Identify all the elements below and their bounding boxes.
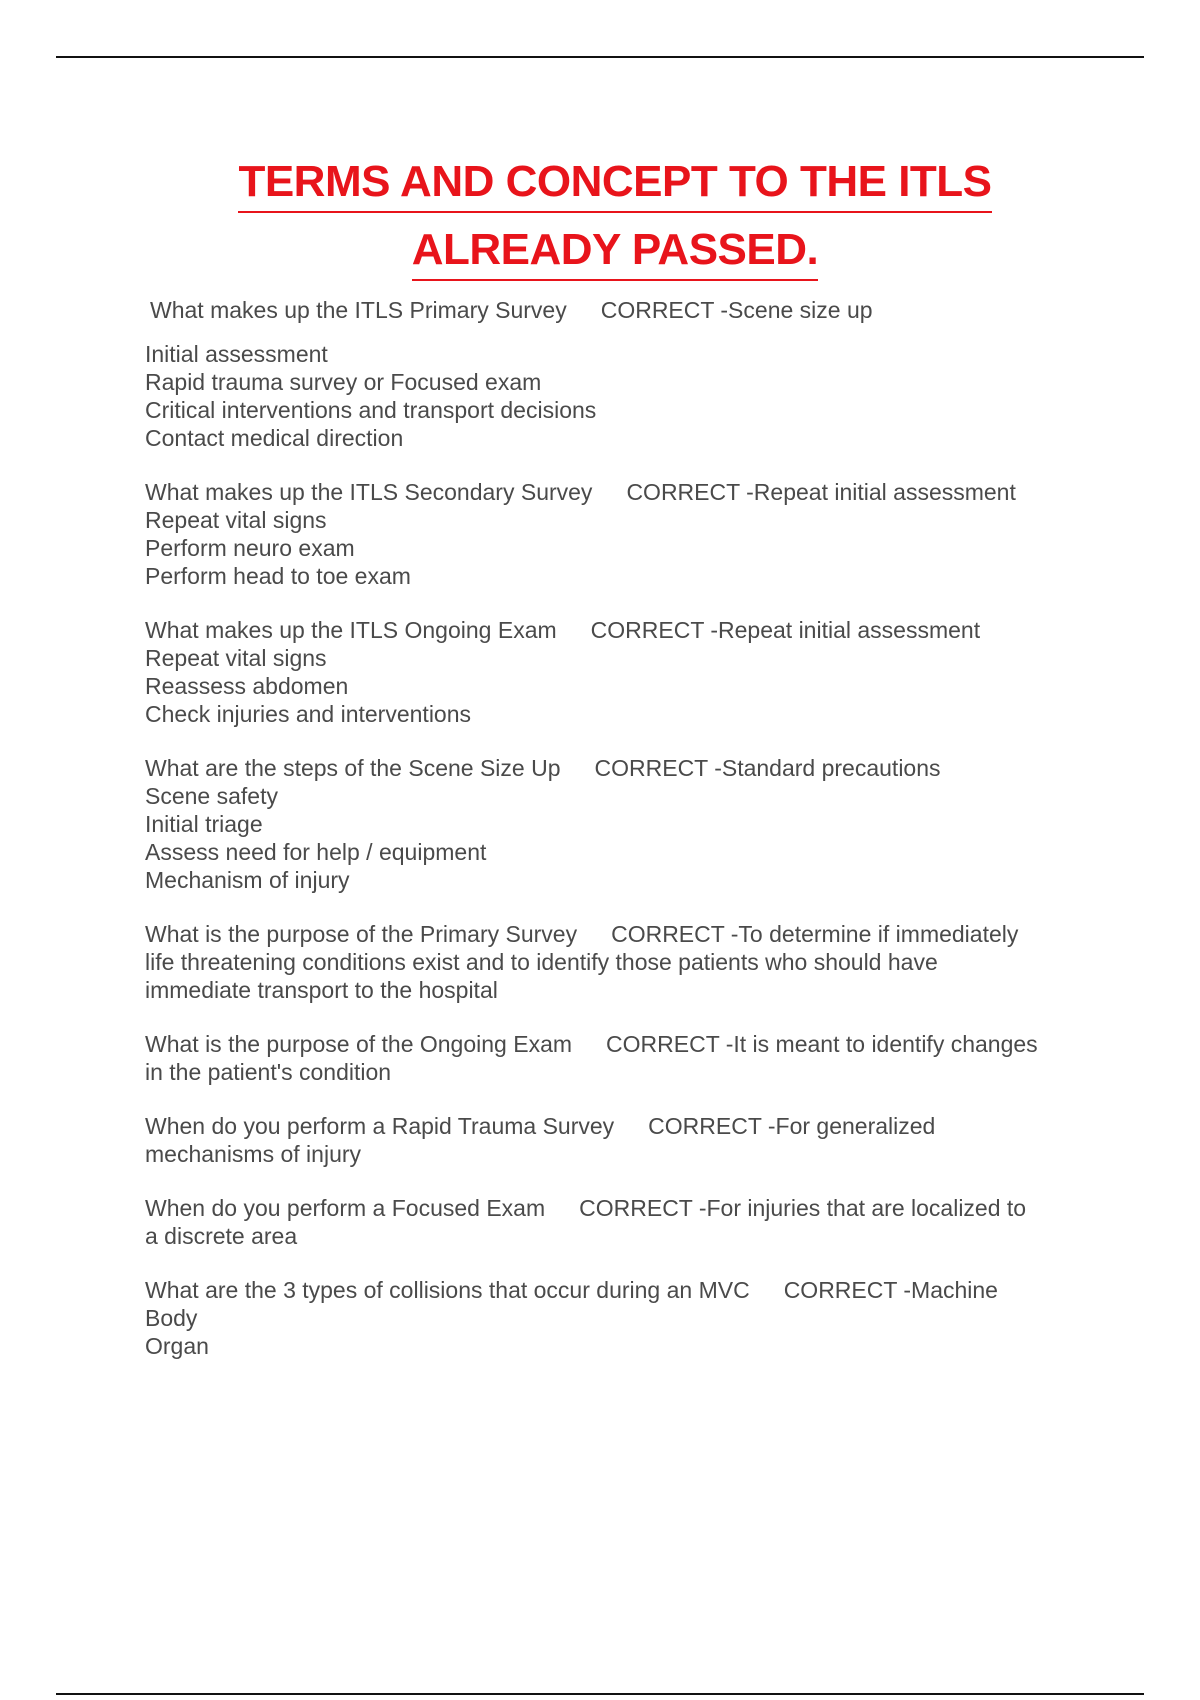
qa-item xyxy=(145,920,1085,1004)
answer-line: Body xyxy=(145,1305,198,1331)
answer-line: Perform head to toe exam xyxy=(145,563,411,589)
answer-line: in the patient's condition xyxy=(145,1059,392,1085)
answer-line: Initial triage xyxy=(145,811,263,837)
qa-item xyxy=(145,1030,1085,1086)
qa-item xyxy=(145,1276,1085,1360)
answer-first-line: CORRECT -Machine xyxy=(783,1277,998,1303)
qa-item xyxy=(145,1194,1085,1250)
question-text: What are the steps of the Scene Size Up xyxy=(145,755,561,781)
question-text: What makes up the ITLS Primary Survey xyxy=(150,297,567,323)
answer-line: life threatening conditions exist and to identify those patients who should have xyxy=(145,949,938,975)
answer-line: Assess need for help / equipment xyxy=(145,839,487,865)
answer-first-line: CORRECT -To determine if immediately xyxy=(611,921,1019,947)
qa-heading-line xyxy=(145,1276,1085,1304)
answer-first-line: CORRECT -Scene size up xyxy=(600,297,873,323)
question-text: What makes up the ITLS Secondary Survey xyxy=(145,479,593,505)
answer-line: Mechanism of injury xyxy=(145,867,350,893)
answer-line: Critical interventions and transport decisions xyxy=(145,397,597,423)
question-text: What is the purpose of the Primary Survey xyxy=(145,921,578,947)
answer-line: Rapid trauma survey or Focused exam xyxy=(145,369,542,395)
qa-item xyxy=(145,754,1085,894)
answer-first-line: CORRECT -For generalized xyxy=(648,1113,936,1139)
answer-line: a discrete area xyxy=(145,1223,298,1249)
title-line-2: ALREADY PASSED. xyxy=(412,221,819,281)
answer-first-line: CORRECT -Repeat initial assessment xyxy=(590,617,981,643)
question-text: When do you perform a Focused Exam xyxy=(145,1195,546,1221)
answer-line: Repeat vital signs xyxy=(145,645,327,671)
answer-first-line: CORRECT -It is meant to identify changes xyxy=(606,1031,1038,1057)
answer-line: Scene safety xyxy=(145,783,278,809)
qa-heading-line xyxy=(145,1112,1085,1140)
answer-line: Contact medical direction xyxy=(145,425,404,451)
qa-heading-line xyxy=(145,616,1085,644)
qa-list xyxy=(145,296,1085,1386)
answer-first-line: CORRECT -Standard precautions xyxy=(594,755,941,781)
answer-line: Initial assessment xyxy=(145,341,328,367)
qa-item xyxy=(145,1112,1085,1168)
answer-line: immediate transport to the hospital xyxy=(145,977,498,1003)
qa-heading-line xyxy=(145,296,1085,324)
answer-line: mechanisms of injury xyxy=(145,1141,362,1167)
header-rule xyxy=(56,56,1144,58)
qa-heading-line xyxy=(145,920,1085,948)
answer-first-line: CORRECT -For injuries that are localized to xyxy=(579,1195,1027,1221)
page-title xyxy=(0,148,1200,284)
answer-line: Repeat vital signs xyxy=(145,507,327,533)
answer-line: Perform neuro exam xyxy=(145,535,355,561)
title-line-1: TERMS AND CONCEPT TO THE ITLS xyxy=(238,153,991,213)
answer-line: Organ xyxy=(145,1333,209,1359)
qa-heading-line xyxy=(145,478,1085,506)
qa-item xyxy=(145,616,1085,728)
qa-item xyxy=(145,478,1085,590)
answer-line: Reassess abdomen xyxy=(145,673,349,699)
footer-rule xyxy=(56,1693,1144,1695)
question-text: What are the 3 types of collisions that occur during an MVC xyxy=(145,1277,750,1303)
qa-heading-line xyxy=(145,1194,1085,1222)
question-text: When do you perform a Rapid Trauma Survey xyxy=(145,1113,615,1139)
qa-heading-line xyxy=(145,754,1085,782)
question-text: What makes up the ITLS Ongoing Exam xyxy=(145,617,557,643)
qa-item xyxy=(145,296,1085,452)
answer-line: Check injuries and interventions xyxy=(145,701,472,727)
answer-first-line: CORRECT -Repeat initial assessment xyxy=(626,479,1016,505)
qa-heading-line xyxy=(145,1030,1085,1058)
question-text: What is the purpose of the Ongoing Exam xyxy=(145,1031,573,1057)
